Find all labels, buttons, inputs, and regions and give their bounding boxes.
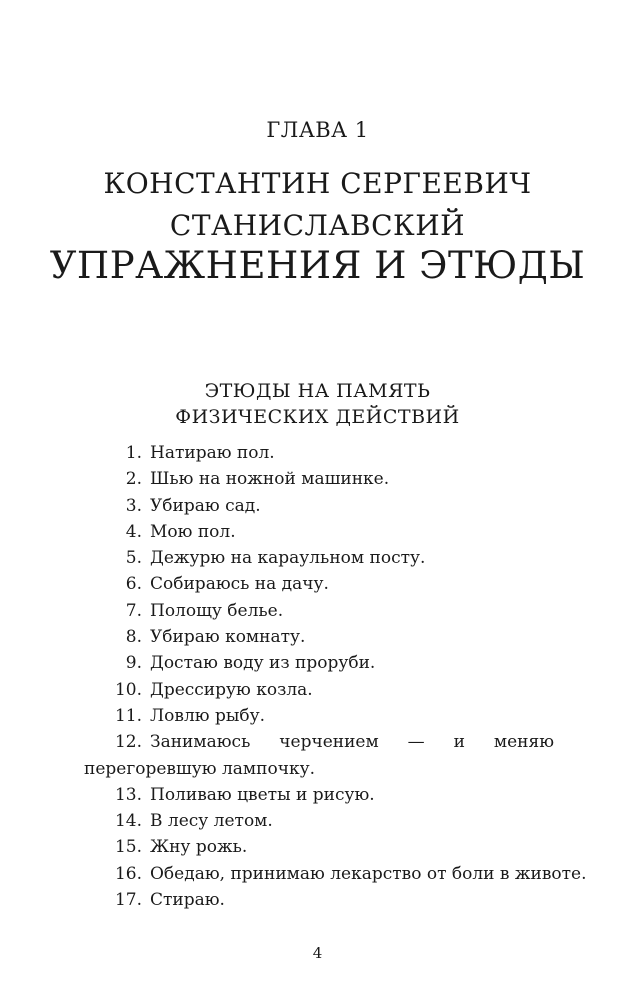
- item-number: 8.: [125, 627, 142, 648]
- item-text: Убираю сад.: [150, 495, 261, 516]
- item-text: Собираюсь на дачу.: [150, 574, 329, 595]
- list-item: [84, 571, 554, 597]
- list-item: [84, 729, 554, 782]
- item-number: 9.: [125, 653, 142, 674]
- item-number: 3.: [125, 495, 142, 516]
- item-number: 4.: [125, 521, 142, 542]
- list-item: [84, 703, 554, 729]
- list-item: [84, 650, 554, 676]
- list-item: [84, 887, 554, 913]
- item-text: Занимаюсь черчением — и меняю перегоревшую лампочку.: [84, 732, 554, 779]
- section-title-line-2: ФИЗИЧЕСКИХ ДЕЙСТВИЙ: [175, 406, 460, 428]
- item-number: 12.: [114, 732, 142, 753]
- list-item: [84, 677, 554, 703]
- item-text: Обедаю, принимаю лекарство от боли в животе.: [150, 863, 587, 884]
- list-item: [84, 834, 554, 860]
- item-number: 17.: [114, 890, 142, 911]
- item-text: Достаю воду из проруби.: [150, 653, 376, 674]
- author-name: [0, 163, 635, 247]
- chapter-title: УПРАЖНЕНИЯ И ЭТЮДЫ: [49, 244, 586, 287]
- section-title: [0, 378, 635, 430]
- item-text: Мою пол.: [150, 521, 236, 542]
- item-text: Жну рожь.: [150, 837, 248, 858]
- item-text: Шью на ножной машинке.: [150, 469, 390, 490]
- author-line-1: КОНСТАНТИН СЕРГЕЕВИЧ: [103, 167, 532, 200]
- page-number: 4: [312, 944, 323, 962]
- item-number: 10.: [114, 679, 142, 700]
- list-item: [84, 440, 554, 466]
- chapter-label: ГЛАВА 1: [266, 118, 369, 142]
- item-number: 5.: [125, 548, 142, 569]
- exercise-list: [84, 440, 587, 913]
- list-item: [84, 519, 554, 545]
- item-text: Полощу белье.: [150, 600, 284, 621]
- list-item: [84, 493, 554, 519]
- item-number: 13.: [114, 784, 142, 805]
- item-number: 6.: [125, 574, 142, 595]
- item-number: 1.: [125, 443, 142, 463]
- item-text: Поливаю цветы и рисую.: [150, 784, 375, 805]
- list-item: [84, 545, 554, 571]
- item-text: Стираю.: [150, 890, 225, 911]
- list-item: [84, 808, 554, 834]
- section-title-line-1: ЭТЮДЫ НА ПАМЯТЬ: [204, 380, 431, 402]
- item-number: 14.: [114, 811, 142, 832]
- item-number: 15.: [114, 837, 142, 858]
- item-number: 7.: [125, 600, 142, 621]
- item-text: Натираю пол.: [150, 443, 275, 463]
- list-item: [84, 861, 587, 887]
- author-line-2: СТАНИСЛАВСКИЙ: [169, 209, 466, 242]
- item-text: Дрессирую козла.: [150, 679, 313, 700]
- item-text: В лесу летом.: [150, 811, 273, 832]
- item-number: 2.: [125, 469, 142, 490]
- list-item: [84, 466, 554, 492]
- item-text: Убираю комнату.: [150, 627, 306, 648]
- item-text: Ловлю рыбу.: [150, 705, 266, 726]
- list-item: [84, 624, 554, 650]
- list-item: [84, 598, 554, 624]
- item-number: 16.: [114, 863, 142, 884]
- item-number: 11.: [114, 705, 142, 726]
- item-text: Дежурю на караульном посту.: [150, 548, 426, 569]
- list-item: [84, 782, 554, 808]
